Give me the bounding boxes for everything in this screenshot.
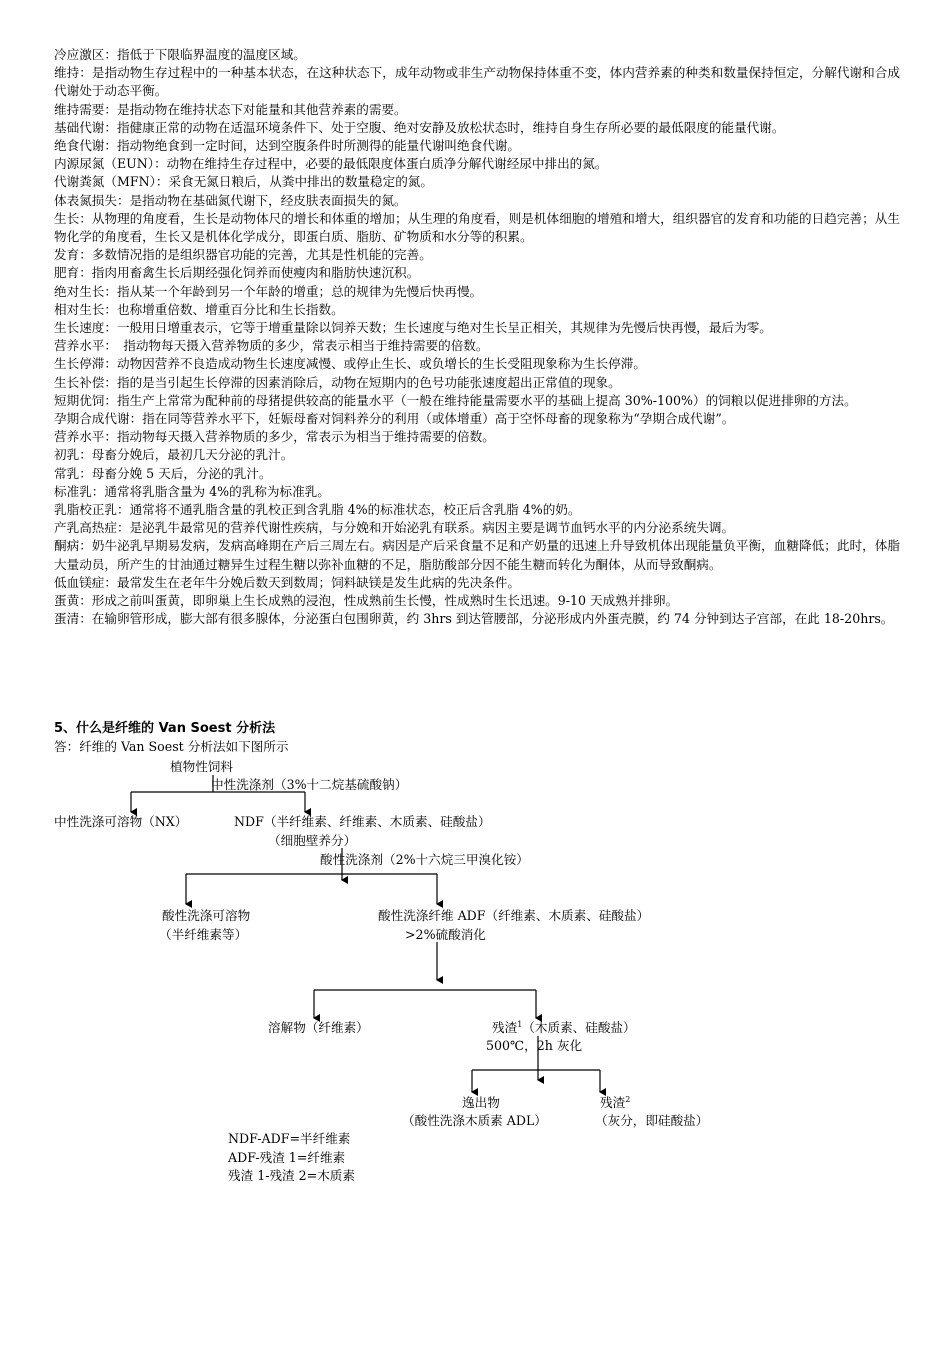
definition-item: 生长速度：一般用日增重表示，它等于增重量除以饲养天数；生长速度与绝对生长呈正相关，其规律为先慢后快再慢，最后为零。: [54, 320, 772, 336]
node-plant-feed: 植物性饲料: [170, 759, 233, 774]
definition-item: 冷应激区：指低于下限临界温度的温度区域。: [54, 47, 306, 62]
residue-1-note: （木质素、硅酸盐）: [522, 1020, 636, 1035]
definition-item: 初乳：母畜分娩后，最初几天分泌的乳汁。: [54, 447, 294, 463]
definition-item: 低血镁症：最常发生在老年牛分娩后数天到数周；饲料缺镁是发生此病的先决条件。: [54, 574, 520, 590]
definition-item: 标准乳：通常将乳脂含量为 4%的乳称为标准乳。: [54, 483, 330, 499]
definition-item: 内源尿氮（EUN）：动物在维持生存过程中，必要的最低限度体蛋白质净分解代谢经尿中排出的氮。: [54, 156, 608, 172]
node-ashing: 500℃，2h 灰化: [486, 1038, 583, 1053]
definition-item: 体表氮损失：是指动物在基础氮代谢下，经皮肤表面损失的氮。: [54, 192, 407, 208]
node-soluble-cellulose: 溶解物（纤维素）: [268, 1020, 369, 1035]
definition-item: 维持：是指动物生存过程中的一种基本状态，在这种状态下，成年动物或非生产动物保持体重不变，体内营养素的种类和数量保持恒定，分解代谢和合成代谢处于动态平衡。: [54, 65, 900, 99]
node-neutral-soluble: 中性洗涤可溶物（NX）: [54, 814, 188, 829]
definition-item: 酮病：奶牛泌乳早期易发病，发病高峰期在产后三周左右。病因是产后采食量不足和产奶量的迅速上升导致机体出现能量负平衡，血糖降低；此时，体脂大量动员，所产生的甘油通过糖异生过程生糖以弥补血糖的不足，脂肪酸部分因不能生糖而转化为酮体，从而导致酮病。: [54, 538, 900, 572]
node-acid-soluble-note: （半纤维素等）: [159, 927, 248, 942]
node-escape-note: （酸性洗涤木质素 ADL）: [402, 1113, 547, 1128]
definition-item: 营养水平：指动物每天摄入营养物质的多少，常表示为相当于维持需要的倍数。: [54, 429, 495, 445]
definition-item: 营养水平： 指动物每天摄入营养物质的多少，常表示相当于维持需要的倍数。: [54, 338, 489, 354]
formula-line: 残渣 1-残渣 2=木质素: [228, 1168, 355, 1183]
residue-1-sup: 1: [517, 1019, 523, 1029]
residue-2-sup: 2: [625, 1094, 631, 1104]
definition-item: 基础代谢：指健康正常的动物在适温环境条件下、处于空腹、绝对安静及放松状态时，维持自身生存所必要的最低限度的能量代谢。: [54, 119, 785, 135]
node-ndf-note: （细胞壁养分）: [268, 833, 357, 848]
definition-item: 肥育：指肉用畜禽生长后期经强化饲养而使瘦肉和脂肪快速沉积。: [54, 265, 420, 281]
section-title: 5、什么是纤维的 Van Soest 分析法: [54, 721, 276, 736]
node-residue-1: [492, 1019, 636, 1037]
definition-item: 产乳高热症：是泌乳牛最常见的营养代谢性疾病，与分娩和开始泌乳有联系。病因主要是调节血钙水平的内分泌系统失调。: [54, 520, 735, 536]
node-residue-2: [600, 1094, 630, 1112]
node-escape: 逸出物: [462, 1095, 500, 1110]
definition-item: 绝对生长：指从某一个年龄到另一个年龄的增重；总的规律为先慢后快再慢。: [54, 283, 483, 299]
definition-item: 常乳：母畜分娩 5 天后，分泌的乳汁。: [54, 465, 272, 481]
definition-item: 蛋黄：形成之前叫蛋黄，即卵巢上生长成熟的浸泡，性成熟前生长慢，性成熟时生长迅速。9-10 天成熟并排卵。: [54, 593, 679, 609]
definition-item: 乳脂校正乳：通常将不通乳脂含量的乳校正到含乳脂 4%的标准状态，校正后含乳脂 4%的奶。: [54, 502, 581, 518]
node-acid-soluble: 酸性洗涤可溶物: [162, 908, 251, 923]
section-answer: 答：纤维的 Van Soest 分析法如下图所示: [54, 739, 289, 754]
residue-1-label: 残渣: [492, 1020, 518, 1035]
formula-line: NDF-ADF=半纤维素: [228, 1131, 351, 1146]
definition-item: 发育：多数情况指的是组织器官功能的完善，尤其是性机能的完善。: [54, 247, 432, 263]
definition-item: 蛋清：在输卵管形成，膨大部有很多腺体，分泌蛋白包围卵黄，约 3hrs 到达管腰部，分泌形成内外蛋壳膜，约 74 分钟到达子宫部，在此 18-20hrs。: [54, 611, 894, 627]
definition-item: 生长停滞：动物因营养不良造成动物生长速度减慢、或停止生长、或负增长的生长受阻现象称为生长停滞。: [54, 356, 646, 372]
node-residue-2-note: （灰分，即硅酸盐）: [595, 1113, 709, 1128]
node-adf: 酸性洗涤纤维 ADF（纤维素、木质素、硅酸盐）: [378, 908, 650, 923]
definition-item: 生长：从物理的角度看，生长是动物体尺的增长和体重的增加；从生理的角度看，则是机体细胞的增殖和增大，组织器官的发育和功能的日趋完善；从生物化学的角度看，生长又是机体化学成分，即蛋白质、脂肪、矿物质和水分等的积累。: [54, 210, 900, 245]
definition-item: 孕期合成代谢：指在同等营养水平下，妊娠母畜对饲料养分的利用（或体增重）高于空怀母畜的现象称为“孕期合成代谢”。: [54, 411, 735, 427]
definition-item: 相对生长：也称增重倍数、增重百分比和生长指数。: [54, 301, 344, 317]
node-acid-detergent: 酸性洗涤剂（2%十六烷三甲溴化铵）: [320, 852, 529, 867]
node-ndf: NDF（半纤维素、纤维素、木质素、硅酸盐）: [234, 814, 491, 829]
definition-item: 绝食代谢：指动物绝食到一定时间，达到空腹条件时所测得的能量代谢叫绝食代谢。: [54, 138, 520, 154]
node-sulfuric-digestion: >2%硫酸消化: [405, 927, 486, 942]
definition-item: 代谢粪氮（MFN）：采食无氮日粮后，从粪中排出的数量稳定的氮。: [54, 174, 433, 190]
definition-item: 生长补偿：指的是当引起生长停滞的因素消除后，动物在短期内的色号功能张速度超出正常值的现象。: [54, 374, 621, 390]
node-neutral-detergent: 中性洗涤剂（3%十二烷基硫酸钠）: [211, 777, 408, 792]
definition-item: 维持需要：是指动物在维持状态下对能量和其他营养素的需要。: [54, 101, 407, 117]
residue-2-label: 残渣: [600, 1095, 626, 1110]
formulas-block: [228, 1130, 355, 1186]
formula-line: ADF-残渣 1=纤维素: [228, 1149, 346, 1165]
definition-item: 短期优饲：指生产上常常为配种前的母猪提供较高的能量水平（一般在维持能量需要水平的基础上提高 30%-100%）的饲粮以促进排卵的方法。: [54, 392, 857, 408]
